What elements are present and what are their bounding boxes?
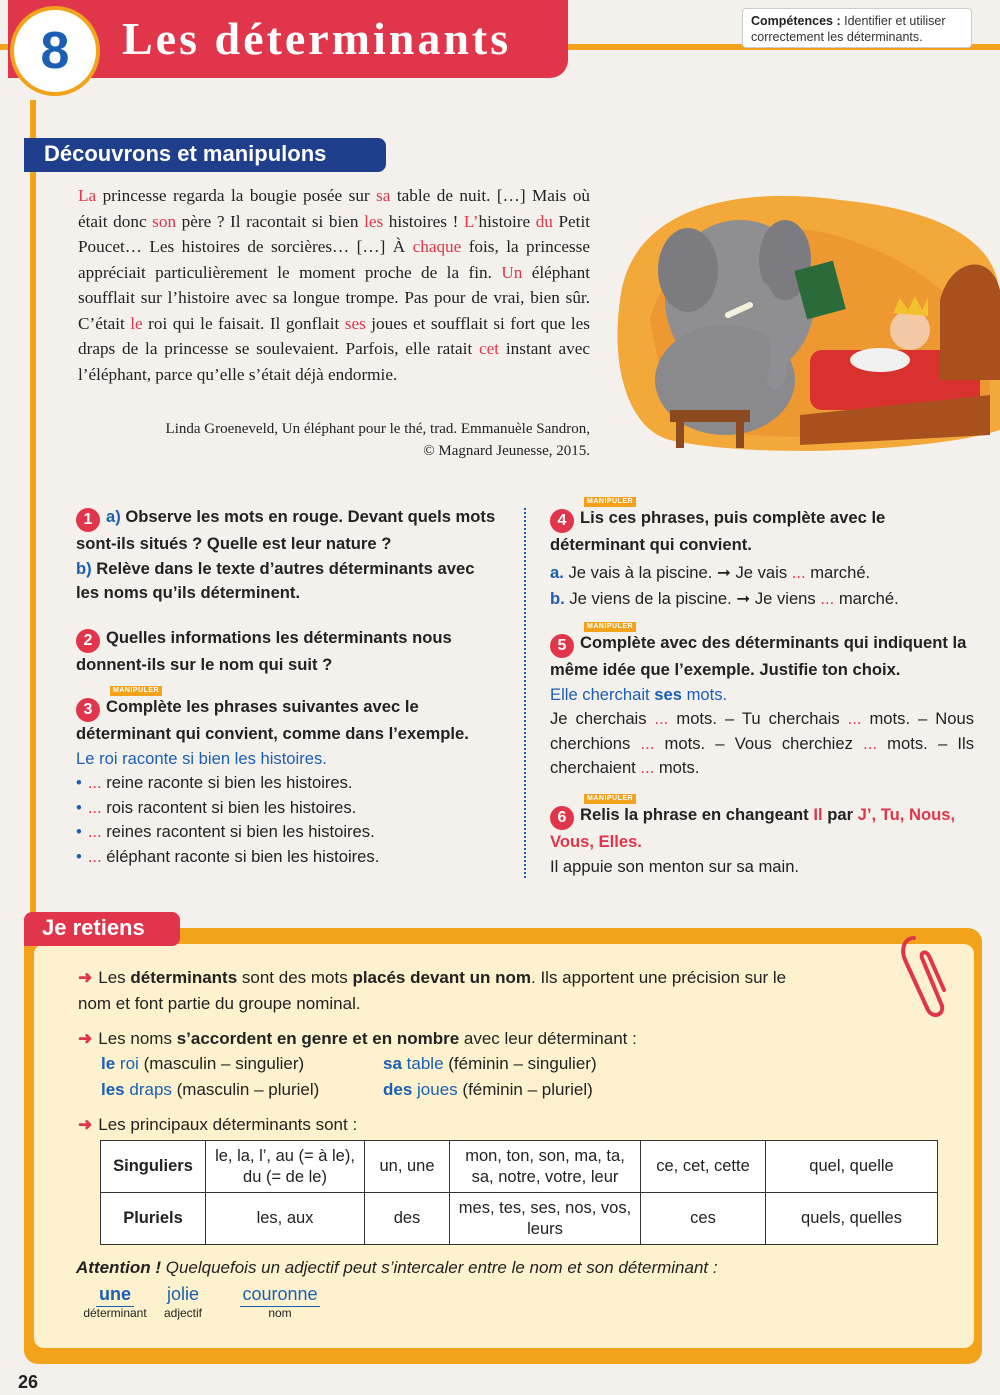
question-5-number: 5 [550, 634, 574, 658]
chapter-title: Les déterminants [122, 13, 512, 64]
table-cell: le, la, l’, au (= à le), du (= de le) [206, 1141, 365, 1193]
example-determinant: une [98, 1284, 131, 1304]
question-6-pronouns: J’, Tu, Nous, Vous, Elles. [550, 805, 956, 851]
question-1b-text: Relève dans le texte d’autres déterminants avec les noms qu’ils déterminent. [76, 558, 475, 602]
question-5 [550, 631, 974, 781]
rule-2: ➜ Les noms s’accordent en genre et en nombre avec leur déterminant : [78, 1029, 637, 1048]
table-cell: les, aux [206, 1193, 365, 1245]
question-4-number: 4 [550, 509, 574, 533]
question-6-number: 6 [550, 806, 574, 830]
retiens-heading: Je retiens [24, 912, 180, 946]
attention-note: Attention ! Quelquefois un adjectif peut s’intercaler entre le nom et son déterminant : [76, 1258, 718, 1277]
citation-line-2: © Magnard Jeunesse, 2015. [423, 443, 590, 459]
manipuler-tag-4: MANIPULER [584, 497, 636, 507]
question-4 [550, 506, 974, 612]
label-adjective: adjectif [163, 1306, 203, 1320]
rule-1: ➜ Les déterminants sont des mots placés devant un nom. Ils apportent une précision sur le nom et font partie du groupe nominal. [78, 968, 787, 1013]
arrow-icon: ➜ [78, 968, 93, 987]
table-cell: quels, quelles [766, 1193, 938, 1245]
citation [84, 418, 590, 462]
table-cell: mon, ton, son, ma, ta, sa, notre, votre, leur [450, 1141, 641, 1193]
question-4b: b. Je viens de la piscine. ➞ Je viens ... marché. [550, 589, 899, 608]
question-6: 6 Relis la phrase en changeant Il par J’, Tu, Nous, Vous, Elles. Il appuie son menton sur sa main. [550, 805, 956, 876]
question-1b-label: b) [76, 558, 92, 578]
table-cell: des [365, 1193, 450, 1245]
question-3-text: Complète les phrases suivantes avec le déterminant qui convient, comme dans l’exemple. [76, 697, 469, 743]
example-le-roi: le roi (masculin – singulier) [101, 1054, 305, 1073]
arrow-icon: ➜ [78, 1115, 93, 1134]
question-5-exercise: Je cherchais ... mots. – Tu cherchais ... mots. – Nous cherchions ... mots. – Vous cherchiez ... mots. – Ils cherchaient ... mots. [550, 709, 975, 777]
question-2 [76, 626, 500, 678]
table-cell: ce, cet, cette [641, 1141, 766, 1193]
story-text: La princesse regarda la bougie posée sur sa table de nuit. […] Mais où était donc son père ? Il racontait si bien les histoires ! L’histoire du Petit Poucet… Les histoires de sorcières… […] À chaque fois, la princesse appréciait particulièrement le moment proche de la fin. Un éléphant soufflait sur l’histoire avec sa longue trompe. Pas pour de vrai, bien sûr. C’était le roi qui le faisait. Il gonflait ses joues et soufflait si fort que les draps de la princesse se soulevaient. Parfois, elle ratait cet instant avec l’éléphant, parce qu’elle s’était déjà endormie. [78, 186, 591, 384]
table-head-singuliers: Singuliers [101, 1141, 206, 1193]
question-3 [76, 695, 500, 869]
manipuler-tag-3: MANIPULER [110, 686, 162, 696]
table-head-pluriels: Pluriels [101, 1193, 206, 1245]
question-2-number: 2 [76, 629, 100, 653]
question-3-item-1: • ... reine raconte si bien les histoires. [76, 773, 353, 792]
decouvrons-heading: Découvrons et manipulons [24, 138, 386, 172]
question-1a-label: a) [106, 507, 121, 526]
question-5-example: Elle cherchait ses mots. [550, 684, 728, 704]
competences-text: Identifier et utiliser correctement les déterminants. [751, 14, 946, 44]
column-divider [524, 508, 526, 878]
example-les-draps: les draps (masculin – pluriel) [101, 1080, 320, 1099]
arrow-icon: ➜ [78, 1029, 93, 1048]
table-cell: un, une [365, 1141, 450, 1193]
question-3-example: Le roi raconte si bien les histoires. [76, 748, 327, 768]
competences-box [742, 8, 972, 48]
question-1 [76, 505, 500, 606]
elephant-reading-illustration [610, 180, 1000, 460]
example-adjective: jolie [166, 1284, 200, 1304]
table-row-pluriels [101, 1193, 938, 1245]
rule-3: ➜ Les principaux déterminants sont : [78, 1115, 358, 1134]
manipuler-tag-5: MANIPULER [584, 622, 636, 632]
question-1a-text: Observe les mots en rouge. Devant quels mots sont-ils situés ? Quelle est leur nature ? [76, 507, 496, 553]
example-noun: couronne [242, 1284, 318, 1304]
left-orange-bar [30, 100, 36, 920]
question-4a: a. Je vais à la piscine. ➞ Je vais ... marché. [550, 562, 871, 582]
question-5-text: Complète avec des déterminants qui indiquent la même idée que l’exemple. Justifie ton choix. [550, 633, 967, 679]
table-cell: mes, tes, ses, nos, vos, leurs [450, 1193, 641, 1245]
paperclip-icon [896, 930, 956, 1020]
manipuler-tag-6: MANIPULER [584, 794, 636, 804]
citation-line-1: Linda Groeneveld, Un éléphant pour le thé, trad. Emmanuèle Sandron, [165, 421, 590, 437]
question-3-number: 3 [76, 698, 100, 722]
question-3-item-3: • ... reines racontent si bien les histoires. [76, 822, 375, 841]
question-3-item-2: • ... rois racontent si bien les histoires. [76, 797, 357, 817]
question-4-text: Lis ces phrases, puis complète avec le déterminant qui convient. [550, 508, 886, 554]
example-sa-table: sa table (féminin – singulier) [383, 1054, 597, 1073]
table-cell: ces [641, 1193, 766, 1245]
question-1-number: 1 [76, 508, 100, 532]
chapter-number: 8 [10, 6, 100, 96]
question-3-item-4: • ... éléphant raconte si bien les histoires. [76, 846, 380, 866]
question-2-text: Quelles informations les déterminants nous donnent-ils sur le nom qui suit ? [76, 628, 452, 674]
example-des-joues: des joues (féminin – pluriel) [383, 1080, 593, 1099]
table-row-singuliers [101, 1141, 938, 1193]
determinants-table [100, 1140, 938, 1245]
table-cell: quel, quelle [766, 1141, 938, 1193]
label-noun: nom [268, 1306, 292, 1320]
question-6-sentence: Il appuie son menton sur sa main. [550, 856, 800, 876]
competences-label: Compétences : [751, 14, 841, 28]
question-6-text: Relis la phrase en changeant [580, 805, 809, 824]
page-number: 26 [18, 1372, 39, 1392]
label-determinant: déterminant [83, 1306, 147, 1320]
